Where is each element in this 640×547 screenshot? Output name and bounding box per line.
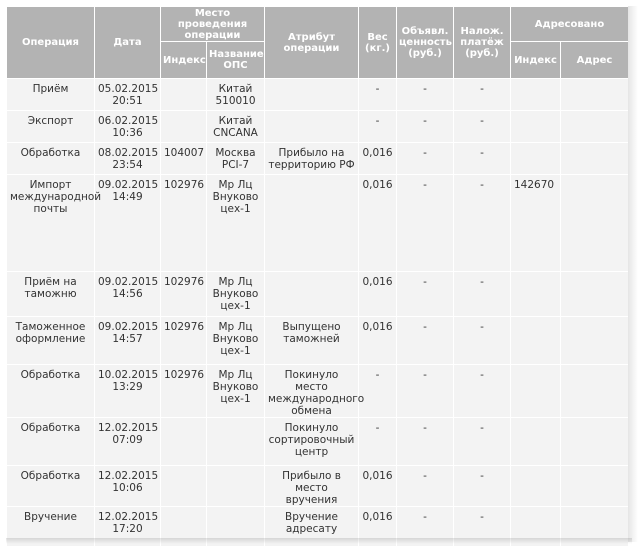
cell-place-name — [207, 466, 265, 507]
table-row — [7, 418, 629, 466]
cell-cod: - — [454, 143, 511, 175]
cell-place-name: Мр Лц Внуково цех-1 — [207, 272, 265, 317]
table-row — [7, 365, 629, 418]
cell-declared-value: - — [397, 143, 454, 175]
cell-place-index — [161, 111, 207, 143]
header-operation: Операция — [7, 7, 95, 79]
cell-place-index — [161, 418, 207, 466]
cell-cod: - — [454, 507, 511, 547]
cell-operation: Приём — [7, 79, 95, 111]
table-row — [7, 79, 629, 111]
cell-date: 08.02.2015 23:54 — [95, 143, 161, 175]
tracking-rows — [7, 79, 629, 547]
cell-operation: Обработка — [7, 143, 95, 175]
cell-place-index: 102976 — [161, 175, 207, 272]
cell-operation: Экспорт — [7, 111, 95, 143]
cell-attribute — [265, 111, 359, 143]
cell-operation: Обработка — [7, 418, 95, 466]
cell-addr-address — [561, 175, 629, 272]
cell-declared-value: - — [397, 507, 454, 547]
header-addr-address: Адрес — [561, 42, 629, 79]
table-shadow-right — [628, 6, 638, 542]
cell-weight: 0,016 — [359, 317, 397, 365]
cell-addr-index — [511, 317, 561, 365]
cell-addr-index — [511, 143, 561, 175]
table-row — [7, 466, 629, 507]
cell-declared-value: - — [397, 418, 454, 466]
table-row — [7, 317, 629, 365]
cell-weight: - — [359, 79, 397, 111]
cell-date: 06.02.2015 10:36 — [95, 111, 161, 143]
cell-addr-address — [561, 466, 629, 507]
cell-operation: Импорт международной почты — [7, 175, 95, 272]
cell-addr-address — [561, 418, 629, 466]
cell-declared-value: - — [397, 79, 454, 111]
table-shadow-bottom — [6, 538, 632, 544]
cell-operation: Приём на таможню — [7, 272, 95, 317]
cell-cod: - — [454, 111, 511, 143]
cell-operation: Обработка — [7, 365, 95, 418]
cell-cod: - — [454, 272, 511, 317]
cell-addr-index — [511, 365, 561, 418]
cell-operation: Таможенное оформление — [7, 317, 95, 365]
cell-date: 12.02.2015 10:06 — [95, 466, 161, 507]
cell-attribute: Выпущено таможней — [265, 317, 359, 365]
cell-place-name: Китай 510010 — [207, 79, 265, 111]
header-addr-index: Индекс — [511, 42, 561, 79]
cell-place-index: 104007 — [161, 143, 207, 175]
cell-weight: 0,016 — [359, 175, 397, 272]
cell-attribute — [265, 272, 359, 317]
cell-declared-value: - — [397, 317, 454, 365]
cell-addr-index — [511, 272, 561, 317]
cell-weight: 0,016 — [359, 507, 397, 547]
cell-weight: - — [359, 365, 397, 418]
cell-date: 10.02.2015 13:29 — [95, 365, 161, 418]
cell-attribute: Покинуло сортировочный центр — [265, 418, 359, 466]
cell-cod: - — [454, 418, 511, 466]
cell-weight: 0,016 — [359, 143, 397, 175]
cell-declared-value: - — [397, 272, 454, 317]
cell-place-name: Москва PCI-7 — [207, 143, 265, 175]
cell-attribute — [265, 79, 359, 111]
cell-addr-address — [561, 317, 629, 365]
header-cod: Налож. платёж (руб.) — [454, 7, 511, 79]
table-row — [7, 143, 629, 175]
header-place: Место проведения операции — [161, 7, 265, 42]
cell-date: 09.02.2015 14:57 — [95, 317, 161, 365]
cell-cod: - — [454, 317, 511, 365]
cell-cod: - — [454, 365, 511, 418]
cell-addr-index: 142670 — [511, 175, 561, 272]
table-row — [7, 111, 629, 143]
cell-declared-value: - — [397, 175, 454, 272]
cell-addr-address — [561, 365, 629, 418]
table-row — [7, 175, 629, 272]
cell-declared-value: - — [397, 111, 454, 143]
cell-date: 09.02.2015 14:49 — [95, 175, 161, 272]
cell-addr-index — [511, 418, 561, 466]
header-attribute: Атрибут операции — [265, 7, 359, 79]
cell-place-name: Мр Лц Внуково цех-1 — [207, 317, 265, 365]
header-addressed: Адресовано — [511, 7, 629, 42]
cell-addr-address — [561, 272, 629, 317]
cell-place-index: 102976 — [161, 317, 207, 365]
cell-addr-address — [561, 143, 629, 175]
cell-cod: - — [454, 466, 511, 507]
cell-addr-index — [511, 79, 561, 111]
cell-declared-value: - — [397, 466, 454, 507]
cell-date: 12.02.2015 07:09 — [95, 418, 161, 466]
cell-attribute — [265, 175, 359, 272]
cell-place-index: 102976 — [161, 272, 207, 317]
cell-date: 12.02.2015 17:20 — [95, 507, 161, 547]
cell-weight: 0,016 — [359, 272, 397, 317]
cell-weight: 0,016 — [359, 466, 397, 507]
cell-place-name: Мр Лц Внуково цех-1 — [207, 365, 265, 418]
cell-operation: Обработка — [7, 466, 95, 507]
header-date: Дата — [95, 7, 161, 79]
cell-operation: Вручение — [7, 507, 95, 547]
cell-place-name: Китай CNCANA — [207, 111, 265, 143]
cell-place-index: 102976 — [161, 365, 207, 418]
cell-addr-address — [561, 79, 629, 111]
cell-date: 05.02.2015 20:51 — [95, 79, 161, 111]
cell-addr-index — [511, 111, 561, 143]
cell-addr-index — [511, 466, 561, 507]
cell-attribute: Вручение адресату — [265, 507, 359, 547]
cell-place-index — [161, 79, 207, 111]
cell-place-index — [161, 466, 207, 507]
header-weight: Вес (кг.) — [359, 7, 397, 79]
cell-attribute: Прибыло в место вручения — [265, 466, 359, 507]
cell-addr-address — [561, 111, 629, 143]
cell-cod: - — [454, 175, 511, 272]
cell-date: 09.02.2015 14:56 — [95, 272, 161, 317]
cell-cod: - — [454, 79, 511, 111]
table-row — [7, 272, 629, 317]
cell-attribute: Прибыло на территорию РФ — [265, 143, 359, 175]
cell-attribute: Покинуло место международного обмена — [265, 365, 359, 418]
header-place-name: Название ОПС — [207, 42, 265, 79]
header-place-index: Индекс — [161, 42, 207, 79]
cell-place-name: Мр Лц Внуково цех-1 — [207, 175, 265, 272]
tracking-table — [6, 6, 629, 547]
cell-declared-value: - — [397, 365, 454, 418]
cell-weight: - — [359, 111, 397, 143]
cell-place-name — [207, 418, 265, 466]
header-declared-value: Объявл. ценность (руб.) — [397, 7, 454, 79]
cell-weight: - — [359, 418, 397, 466]
